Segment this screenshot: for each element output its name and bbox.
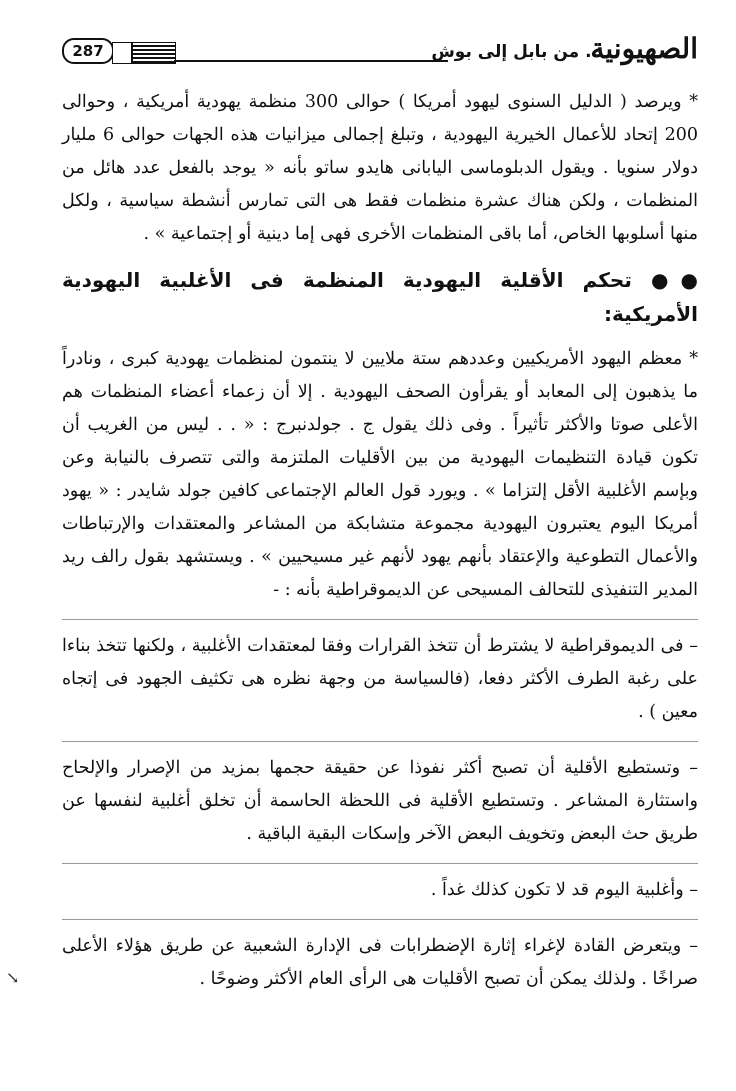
paragraph-4: – وتستطيع الأقلية أن تصبح أكثر نفوذا عن حقيقة حجمها بمزيد من الإصرار والإلحاح واستثارة المشاعر . وتستطيع الأقلية فى اللحظة الحاسمة أن تخلق أغلبية لنفسها عن طريق حث البعض وتخويف البعض الآخر وإسكات البقية الباقية .	[62, 758, 698, 844]
divider	[62, 863, 698, 864]
page-header	[62, 32, 698, 68]
running-subtitle: .. من بابل إلى بوش	[431, 42, 598, 62]
divider	[62, 619, 698, 620]
page-number: 287	[62, 38, 114, 64]
paragraph-2: * معظم اليهود الأمريكيين وعددهم ستة ملايين لا ينتمون لمنظمات يهودية كبرى ، ونادراً ما يذهبون إلى المعابد أو يقرأون الصحف اليهودية . إلا أن زعماء أعضاء المنظمات هم الأعلى صوتا والأكثر تأثيراً . وفى ذلك يقول ج . جولدنبرج : « . . ليس من الغريب أن تكون قيادة التنظيمات اليهودية من بين الأقليات الملتزمة والتى تتصرف بالنيابة وعن وبإسم الأغلبية الأقل إلتزاما » . ويورد قول العالم الإجتماعى كافين جولد شايدر : « يهود أمريكا اليوم يعتبرون اليهودية مجموعة متشابكة من المشاعر والمعتقدات والإرتباطات والأعمال التطوعية والإعتقاد بأنهم يهود لأنهم غير مسيحيين » . ويستشهد بقول رالف ريد المدير التنفيذى للتحالف المسيحى عن الديموقراطية بأنه : -	[62, 349, 698, 600]
paragraph-6: – ويتعرض القادة لإغراء إثارة الإضطرابات فى الإدارة الشعبية عن طريق هؤلاء الأعلى صراخًا . ولذلك يمكن أن تصبح الأقليات هى الرأى العام الأكثر وضوحًا .	[62, 936, 698, 989]
header-rule	[174, 60, 448, 62]
divider	[62, 741, 698, 742]
section-heading: ●● تحكم الأقلية اليهودية المنظمة فى الأغلبية اليهودية الأمريكية:	[62, 268, 698, 326]
page-body	[62, 86, 698, 1008]
header-ornament-icon	[112, 42, 176, 64]
margin-mark-icon: ↘	[6, 968, 20, 987]
running-title: الصهيونية	[590, 32, 698, 65]
paragraph-3: – فى الديموقراطية لا يشترط أن تتخذ القرارات وفقا لمعتقدات الأغلبية ، ولكنها تتخذ بناءا على رغبة الطرف الأكثر دفعا، (فالسياسة من وجهة نظره هى تكثيف الجهود فى إتجاه معين ) .	[62, 636, 698, 722]
paragraph-5: – وأغلبية اليوم قد لا تكون كذلك غداً .	[430, 880, 698, 900]
divider	[62, 919, 698, 920]
paragraph-1: * ويرصد ( الدليل السنوى ليهود أمريكا ) حوالى 300 منظمة يهودية أمريكية ، وحوالى 200 إتحاد للأعمال الخيرية اليهودية ، وتبلغ إجمالى ميزانيات هذه الجهات حوالى 6 مليار دولار سنويا . ويقول الدبلوماسى اليابانى هايدو ساتو بأنه « يوجد بالفعل عدد هائل من المنظمات ، ولكن هناك عشرة منظمات فقط هى التى تمارس أنشطة سياسية ، ولكل منها أسلوبها الخاص، أما باقى المنظمات الأخرى فهى إما دينية أو إجتماعية » .	[62, 92, 699, 244]
